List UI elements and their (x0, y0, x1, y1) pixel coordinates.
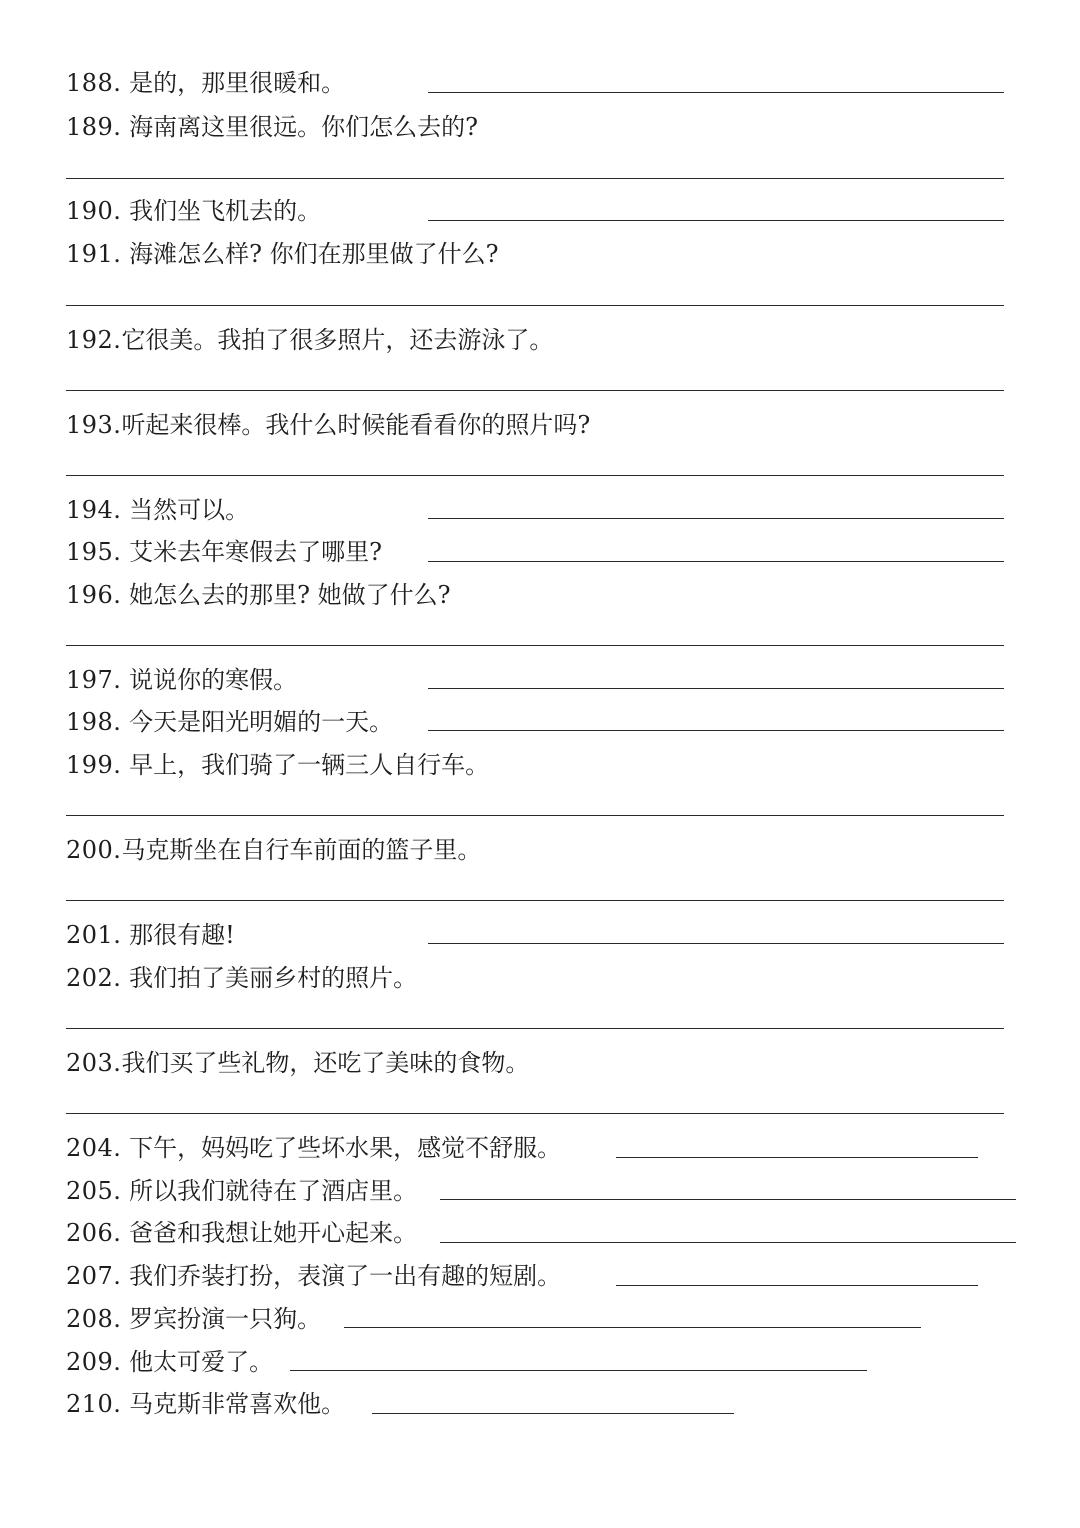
item-number: 194. (66, 496, 122, 524)
item-text: 海滩怎么样? 你们在那里做了什么? (129, 240, 499, 268)
answer-line[interactable] (616, 1285, 978, 1286)
exercise-item (66, 1048, 529, 1078)
item-text: 所以我们就待在了酒店里。 (129, 1177, 418, 1205)
exercise-item (66, 707, 393, 737)
answer-line[interactable] (440, 1199, 1016, 1200)
item-text: 它很美。我拍了很多照片，还去游泳了。 (121, 326, 554, 354)
item-text: 马克斯非常喜欢他。 (129, 1390, 346, 1418)
answer-line[interactable] (66, 305, 1004, 306)
item-text: 我们乔装打扮，表演了一出有趣的短剧。 (129, 1262, 562, 1290)
answer-line[interactable] (66, 900, 1004, 901)
answer-line[interactable] (344, 1327, 921, 1328)
item-text: 是的，那里很暖和。 (129, 69, 346, 97)
exercise-item (66, 325, 553, 355)
exercise-item (66, 1133, 561, 1163)
answer-line[interactable] (440, 1242, 1016, 1243)
exercise-item (66, 410, 590, 440)
answer-line[interactable] (66, 1028, 1004, 1029)
item-number: 197. (66, 666, 122, 694)
item-text: 当然可以。 (129, 496, 250, 524)
exercise-item (66, 665, 297, 695)
item-text: 今天是阳光明媚的一天。 (129, 708, 394, 736)
answer-line[interactable] (428, 92, 1004, 93)
exercise-item (66, 68, 345, 98)
item-text: 罗宾扮演一只狗。 (129, 1305, 322, 1333)
answer-line[interactable] (428, 943, 1004, 944)
item-text: 我们买了些礼物，还吃了美味的食物。 (121, 1049, 530, 1077)
item-number: 199. (66, 751, 122, 779)
item-number: 207. (66, 1262, 122, 1290)
answer-line[interactable] (66, 645, 1004, 646)
answer-line[interactable] (66, 178, 1004, 179)
answer-line[interactable] (428, 688, 1004, 689)
item-text: 说说你的寒假。 (129, 666, 298, 694)
exercise-item (66, 1261, 561, 1291)
item-number: 189. (66, 113, 122, 141)
exercise-item (66, 1347, 273, 1377)
item-text: 艾米去年寒假去了哪里? (129, 538, 382, 566)
item-number: 210. (66, 1390, 122, 1418)
item-text: 我们拍了美丽乡村的照片。 (129, 964, 418, 992)
item-number: 203. (66, 1049, 122, 1077)
answer-line[interactable] (616, 1157, 978, 1158)
item-text: 爸爸和我想让她开心起来。 (129, 1219, 418, 1247)
item-number: 202. (66, 964, 122, 992)
item-number: 208. (66, 1305, 122, 1333)
item-number: 209. (66, 1348, 122, 1376)
item-number: 204. (66, 1134, 122, 1162)
item-number: 201. (66, 921, 122, 949)
item-text: 海南离这里很远。你们怎么去的? (129, 113, 478, 141)
answer-line[interactable] (428, 561, 1004, 562)
exercise-item (66, 196, 321, 226)
item-text: 早上，我们骑了一辆三人自行车。 (129, 751, 490, 779)
exercise-item (66, 537, 382, 567)
item-text: 下午，妈妈吃了些坏水果，感觉不舒服。 (129, 1134, 562, 1162)
item-text: 听起来很棒。我什么时候能看看你的照片吗? (121, 411, 591, 439)
answer-line[interactable] (428, 730, 1004, 731)
answer-line[interactable] (372, 1413, 734, 1414)
item-number: 190. (66, 197, 122, 225)
item-number: 193. (66, 411, 122, 439)
exercise-item (66, 750, 489, 780)
exercise-item (66, 920, 235, 950)
item-number: 191. (66, 240, 122, 268)
answer-line[interactable] (66, 390, 1004, 391)
answer-line[interactable] (66, 475, 1004, 476)
item-number: 206. (66, 1219, 122, 1247)
exercise-item (66, 835, 481, 865)
exercise-item (66, 495, 249, 525)
answer-line[interactable] (66, 815, 1004, 816)
exercise-item (66, 963, 417, 993)
item-text: 那很有趣! (129, 921, 235, 949)
item-text: 马克斯坐在自行车前面的篮子里。 (121, 836, 482, 864)
exercise-item (66, 1389, 345, 1419)
item-text: 我们坐飞机去的。 (129, 197, 322, 225)
item-number: 200. (66, 836, 122, 864)
item-number: 198. (66, 708, 122, 736)
item-number: 205. (66, 1177, 122, 1205)
exercise-item (66, 1218, 417, 1248)
item-number: 188. (66, 69, 122, 97)
answer-line[interactable] (290, 1370, 867, 1371)
answer-line[interactable] (428, 220, 1004, 221)
item-text: 她怎么去的那里? 她做了什么? (129, 581, 451, 609)
exercise-item (66, 1304, 321, 1334)
item-number: 196. (66, 581, 122, 609)
item-number: 192. (66, 326, 122, 354)
answer-line[interactable] (66, 1113, 1004, 1114)
exercise-item (66, 112, 478, 142)
exercise-item (66, 1176, 417, 1206)
answer-line[interactable] (428, 518, 1004, 519)
exercise-item (66, 580, 450, 610)
item-number: 195. (66, 538, 122, 566)
exercise-item (66, 239, 498, 269)
item-text: 他太可爱了。 (129, 1348, 274, 1376)
